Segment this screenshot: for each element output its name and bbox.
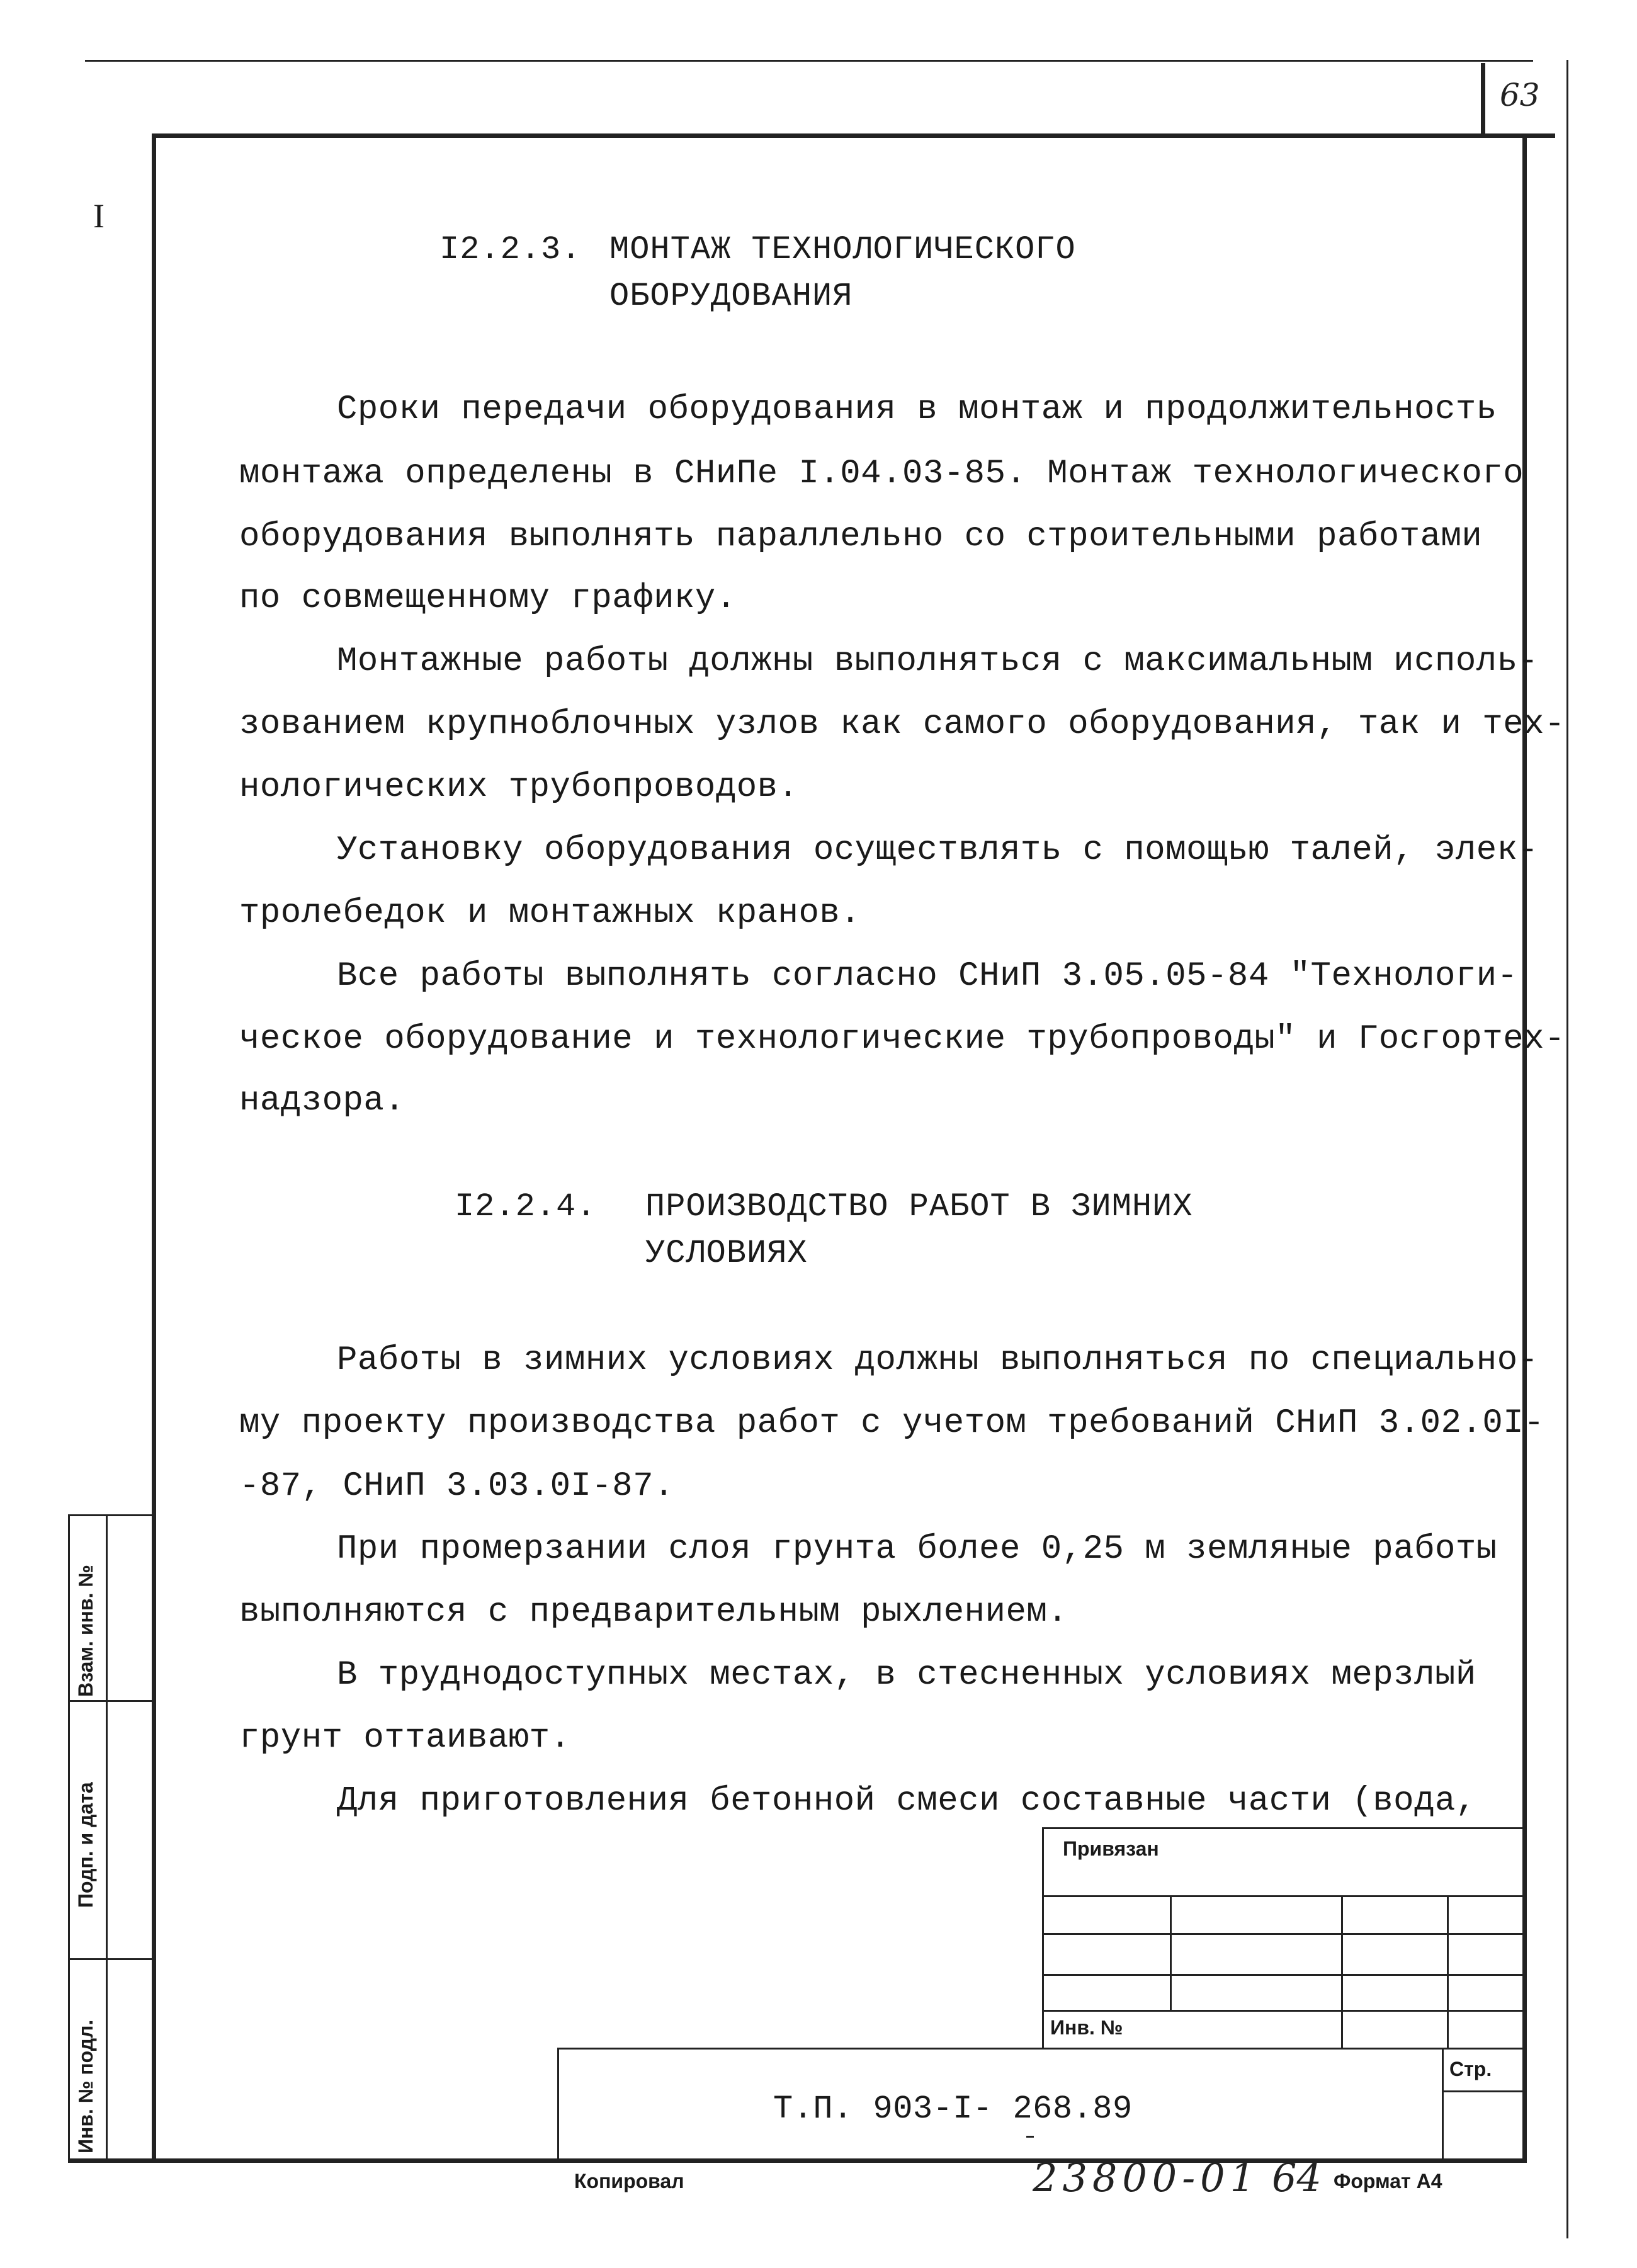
section-2-number: I2.2.4.	[455, 1188, 597, 1225]
s1-line-1: Сроки передачи оборудования в монтаж и продолжительность	[337, 390, 1497, 429]
s1-line-5: Монтажные работы должны выполняться с максимальным исполь-	[337, 642, 1539, 681]
outer-right-line	[1566, 60, 1568, 2238]
s2-line-6: В труднодоступных местах, в стесненных условиях мерзлый	[337, 1656, 1476, 1694]
sheet-number: 64	[1272, 2155, 1322, 2201]
s1-line-11: ческое оборудование и технологические трубопроводы" и Госгортех-	[239, 1020, 1565, 1058]
s1-line-2: монтажа определены в СНиПе I.04.03-85. Монтаж технологического	[239, 455, 1524, 493]
s1-line-4: по совмещенному графику.	[239, 579, 737, 618]
side-block-top	[68, 1514, 153, 1516]
s2-line-5: выполняются с предварительным рыхлением.	[239, 1593, 1068, 1631]
frame-left	[152, 133, 156, 2162]
side-block-mid	[106, 1514, 108, 2158]
side-block-row-2	[68, 1958, 153, 1960]
privyazan-label: Привязан	[1063, 1837, 1159, 1860]
doc-code-tick	[1026, 2136, 1034, 2138]
s1-line-9: тролебедок и монтажных кранов.	[239, 894, 861, 933]
s2-line-8: Для приготовления бетонной смеси составные части (вода,	[337, 1782, 1476, 1820]
stamp-col-1	[1170, 1895, 1172, 2012]
stamp-row-3	[1042, 1974, 1527, 1976]
s2-line-3: -87, СНиП 3.03.0I-87.	[239, 1467, 675, 1505]
kopiroval-label: Копировал	[574, 2170, 684, 2192]
s2-line-1: Работы в зимних условиях должны выполняться по специально-	[337, 1341, 1539, 1380]
s2-line-7: грунт оттаивают.	[239, 1719, 571, 1757]
frame-right	[1522, 133, 1527, 2162]
stamp-row-2	[1042, 1933, 1527, 1935]
top-edge-line	[85, 60, 1533, 62]
order-number: 23800-01	[1033, 2155, 1260, 2201]
side-block-row-1	[68, 1700, 153, 1702]
vzam-inv-label: Взам. инв. №	[74, 1565, 97, 1697]
page-number: 63	[1500, 77, 1540, 113]
margin-mark: I	[93, 197, 105, 235]
section-1-title-line2: ОБОРУДОВАНИЯ	[609, 278, 853, 315]
stamp-row-1	[1042, 1895, 1527, 1897]
s1-line-7: нологических трубопроводов.	[239, 768, 799, 807]
inv-podl-label: Инв. № подл.	[74, 2019, 97, 2153]
section-1-title-line1: МОНТАЖ ТЕХНОЛОГИЧЕСКОГО	[609, 231, 1076, 268]
s1-line-6: зованием крупноблочных узлов как самого оборудования, так и тех-	[239, 705, 1565, 744]
stamp-str-divider	[1442, 2048, 1444, 2161]
s1-line-3: оборудования выполнять параллельно со строительными работами	[239, 518, 1483, 556]
podp-data-label: Подп. и дата	[74, 1782, 97, 1908]
stamp-col-2	[1341, 1895, 1343, 2050]
s2-line-4: При промерзании слоя грунта более 0,25 м земляные работы	[337, 1530, 1497, 1568]
page-number-box-left	[1481, 63, 1485, 137]
format-label: Формат А4	[1334, 2170, 1442, 2192]
section-2-title-line1: ПРОИЗВОДСТВО РАБОТ В ЗИМНИХ	[645, 1188, 1193, 1225]
s1-line-10: Все работы выполнять согласно СНиП 3.05.05-84 "Технологи-	[337, 957, 1518, 995]
str-label: Стр.	[1449, 2058, 1492, 2080]
doc-code: Т.П. 903-I- 268.89	[773, 2090, 1133, 2128]
stamp-top	[1042, 1827, 1527, 1829]
frame-top	[154, 133, 1555, 138]
stamp-left	[1042, 1827, 1044, 2048]
section-2-title-line2: УСЛОВИЯХ	[645, 1235, 808, 1272]
section-1-number: I2.2.3.	[439, 231, 582, 268]
stamp-col-3	[1447, 1895, 1449, 2050]
inv-no-label: Инв. №	[1050, 2016, 1123, 2039]
stamp-row-4	[1042, 2010, 1527, 2012]
s2-line-2: му проекту производства работ с учетом требований СНиП 3.02.0I-	[239, 1404, 1545, 1443]
stamp-str-row	[1442, 2090, 1527, 2092]
s1-line-12: надзора.	[239, 1082, 405, 1120]
stamp-main-left	[557, 2048, 559, 2161]
stamp-main-top	[557, 2048, 1527, 2050]
side-block-left	[68, 1514, 70, 2158]
s1-line-8: Установку оборудования осуществлять с помощью талей, элек-	[337, 831, 1539, 870]
